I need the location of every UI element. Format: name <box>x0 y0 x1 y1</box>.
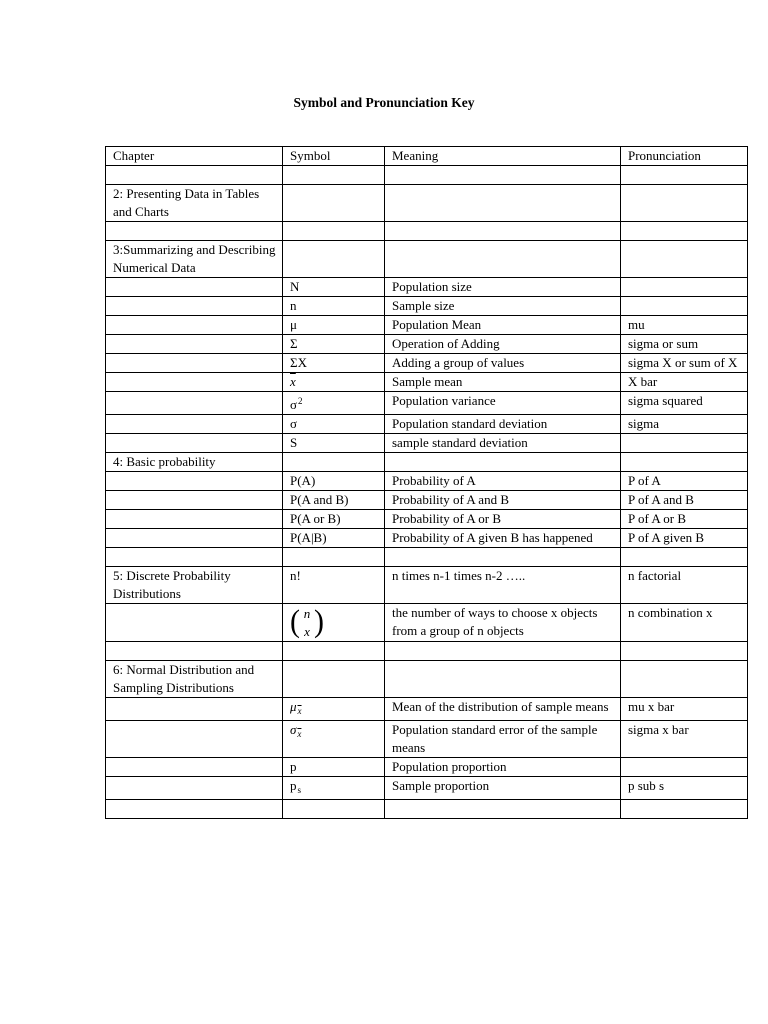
cell-pronunciation: mu x bar <box>621 698 748 721</box>
cell-pronunciation <box>621 241 748 278</box>
cell-meaning: sample standard deviation <box>385 434 621 453</box>
symbol-text: S <box>290 435 298 450</box>
table-row <box>106 472 748 491</box>
table-row <box>106 354 748 373</box>
table-row <box>106 758 748 777</box>
symbol-text: p <box>290 759 297 774</box>
cell-meaning <box>385 185 621 222</box>
cell-chapter <box>106 392 283 415</box>
symbol-text: σ <box>290 722 297 737</box>
cell-symbol <box>283 453 385 472</box>
cell-meaning: Sample mean <box>385 373 621 392</box>
table-row <box>106 642 748 661</box>
cell-pronunciation: sigma x bar <box>621 721 748 758</box>
cell-chapter <box>106 222 283 241</box>
table-body <box>106 166 748 819</box>
cell-symbol <box>283 777 385 800</box>
cell-symbol <box>283 222 385 241</box>
symbol-text: $\overline{x}$ <box>290 374 296 389</box>
cell-chapter <box>106 335 283 354</box>
left-paren: ( <box>290 604 300 639</box>
binom-top: n <box>303 606 311 621</box>
cell-symbol <box>283 721 385 758</box>
header-chapter: Chapter <box>106 147 283 166</box>
cell-symbol <box>283 278 385 297</box>
cell-chapter: 4: Basic probability <box>106 453 283 472</box>
binom-bottom: x <box>304 624 310 639</box>
cell-chapter: 3:Summarizing and Describing Numerical Data <box>106 241 283 278</box>
cell-chapter: 6: Normal Distribution and Sampling Distributions <box>106 661 283 698</box>
table-row <box>106 567 748 604</box>
cell-pronunciation <box>621 800 748 819</box>
cell-pronunciation: p sub s <box>621 777 748 800</box>
cell-chapter <box>106 777 283 800</box>
table-row <box>106 453 748 472</box>
cell-chapter <box>106 529 283 548</box>
cell-meaning: Population proportion <box>385 758 621 777</box>
table-row <box>106 166 748 185</box>
cell-symbol <box>283 335 385 354</box>
table-row <box>106 316 748 335</box>
table-row <box>106 297 748 316</box>
cell-meaning: Mean of the distribution of sample means <box>385 698 621 721</box>
cell-symbol <box>283 510 385 529</box>
cell-pronunciation: P of A <box>621 472 748 491</box>
symbol-text: n <box>290 298 297 313</box>
cell-symbol <box>283 241 385 278</box>
cell-meaning: Adding a group of values <box>385 354 621 373</box>
cell-symbol <box>283 392 385 415</box>
symbol-key-table <box>105 146 748 819</box>
symbol-superscript: 2 <box>298 396 303 406</box>
cell-chapter: 5: Discrete Probability Distributions <box>106 567 283 604</box>
cell-meaning: Operation of Adding <box>385 335 621 354</box>
cell-chapter <box>106 166 283 185</box>
cell-meaning: Sample proportion <box>385 777 621 800</box>
cell-pronunciation: P of A given B <box>621 529 748 548</box>
cell-symbol <box>283 604 385 642</box>
symbol-text: n! <box>290 568 301 583</box>
table-row <box>106 698 748 721</box>
table-row <box>106 222 748 241</box>
cell-chapter <box>106 510 283 529</box>
cell-pronunciation <box>621 278 748 297</box>
cell-chapter <box>106 698 283 721</box>
symbol-text: P(A and B) <box>290 492 349 507</box>
cell-pronunciation <box>621 642 748 661</box>
table-row <box>106 548 748 567</box>
table-row <box>106 241 748 278</box>
cell-pronunciation: n combination x <box>621 604 748 642</box>
symbol-subscript: s <box>297 785 302 795</box>
cell-pronunciation: sigma squared <box>621 392 748 415</box>
cell-pronunciation <box>621 661 748 698</box>
cell-symbol <box>283 698 385 721</box>
cell-chapter <box>106 316 283 335</box>
cell-pronunciation: sigma X or sum of X <box>621 354 748 373</box>
cell-symbol <box>283 354 385 373</box>
cell-pronunciation <box>621 758 748 777</box>
cell-pronunciation <box>621 166 748 185</box>
symbol-text: σ <box>290 397 298 412</box>
cell-meaning <box>385 241 621 278</box>
symbol-text: Σ <box>290 336 298 351</box>
cell-meaning: the number of ways to choose x objects from a group of n objects <box>385 604 621 642</box>
table-row <box>106 777 748 800</box>
cell-chapter <box>106 278 283 297</box>
table-row <box>106 335 748 354</box>
cell-symbol <box>283 567 385 604</box>
cell-symbol <box>283 661 385 698</box>
cell-meaning: Probability of A given B has happened <box>385 529 621 548</box>
cell-pronunciation <box>621 434 748 453</box>
cell-chapter <box>106 642 283 661</box>
cell-meaning <box>385 800 621 819</box>
cell-meaning: n times n-1 times n-2 ….. <box>385 567 621 604</box>
cell-meaning <box>385 222 621 241</box>
cell-pronunciation <box>621 297 748 316</box>
cell-pronunciation: n factorial <box>621 567 748 604</box>
cell-symbol <box>283 297 385 316</box>
symbol-text: μ <box>290 699 297 714</box>
header-pronunciation: Pronunciation <box>621 147 748 166</box>
cell-chapter <box>106 604 283 642</box>
symbol-text: μ <box>290 317 297 332</box>
cell-pronunciation <box>621 185 748 222</box>
header-symbol: Symbol <box>283 147 385 166</box>
cell-meaning: Probability of A or B <box>385 510 621 529</box>
cell-chapter <box>106 297 283 316</box>
cell-meaning: Probability of A <box>385 472 621 491</box>
cell-symbol <box>283 434 385 453</box>
table-row <box>106 491 748 510</box>
cell-meaning <box>385 166 621 185</box>
page-title: Symbol and Pronunciation Key <box>293 95 475 110</box>
cell-symbol <box>283 758 385 777</box>
table-row <box>106 392 748 415</box>
cell-pronunciation: mu <box>621 316 748 335</box>
cell-chapter <box>106 354 283 373</box>
cell-meaning <box>385 453 621 472</box>
table-row <box>106 529 748 548</box>
cell-chapter: 2: Presenting Data in Tables and Charts <box>106 185 283 222</box>
cell-meaning: Population size <box>385 278 621 297</box>
cell-meaning: Population standard error of the sample means <box>385 721 621 758</box>
binom-stack <box>300 605 314 641</box>
table-row <box>106 661 748 698</box>
symbol-text: P(A|B) <box>290 530 327 545</box>
table-row <box>106 278 748 297</box>
symbol-text: P(A or B) <box>290 511 341 526</box>
cell-symbol <box>283 472 385 491</box>
table-row <box>106 604 748 642</box>
table-row <box>106 185 748 222</box>
symbol-subscript: x <box>297 729 302 739</box>
cell-pronunciation: sigma <box>621 415 748 434</box>
cell-symbol <box>283 373 385 392</box>
cell-symbol <box>283 491 385 510</box>
cell-symbol <box>283 642 385 661</box>
symbol-text: p <box>290 778 297 793</box>
cell-meaning: Population variance <box>385 392 621 415</box>
cell-chapter <box>106 472 283 491</box>
right-paren: ) <box>314 604 324 639</box>
table-row <box>106 721 748 758</box>
cell-chapter <box>106 415 283 434</box>
cell-meaning: Sample size <box>385 297 621 316</box>
cell-chapter <box>106 491 283 510</box>
symbol-subscript: x <box>297 706 302 716</box>
cell-symbol <box>283 415 385 434</box>
cell-meaning: Population Mean <box>385 316 621 335</box>
cell-pronunciation: P of A and B <box>621 491 748 510</box>
cell-meaning <box>385 548 621 567</box>
cell-meaning: Population standard deviation <box>385 415 621 434</box>
cell-pronunciation: sigma or sum <box>621 335 748 354</box>
cell-symbol <box>283 316 385 335</box>
table-row <box>106 415 748 434</box>
cell-symbol <box>283 166 385 185</box>
cell-chapter <box>106 758 283 777</box>
cell-chapter <box>106 721 283 758</box>
table-row <box>106 800 748 819</box>
binomial-coefficient-symbol <box>290 605 324 641</box>
cell-meaning: Probability of A and B <box>385 491 621 510</box>
symbol-text: N <box>290 279 300 294</box>
cell-symbol <box>283 185 385 222</box>
symbol-text: P(A) <box>290 473 316 488</box>
symbol-text: ΣX <box>290 355 307 370</box>
cell-symbol <box>283 529 385 548</box>
header-meaning: Meaning <box>385 147 621 166</box>
cell-meaning <box>385 661 621 698</box>
cell-pronunciation: X bar <box>621 373 748 392</box>
cell-pronunciation <box>621 222 748 241</box>
cell-meaning <box>385 642 621 661</box>
cell-pronunciation <box>621 548 748 567</box>
table-row <box>106 373 748 392</box>
cell-chapter <box>106 548 283 567</box>
cell-chapter <box>106 373 283 392</box>
cell-pronunciation <box>621 453 748 472</box>
cell-symbol <box>283 800 385 819</box>
table-header-row <box>106 147 748 166</box>
table-row <box>106 510 748 529</box>
cell-pronunciation: P of A or B <box>621 510 748 529</box>
symbol-text: σ <box>290 416 298 431</box>
cell-chapter <box>106 800 283 819</box>
table-row <box>106 434 748 453</box>
cell-symbol <box>283 548 385 567</box>
cell-chapter <box>106 434 283 453</box>
